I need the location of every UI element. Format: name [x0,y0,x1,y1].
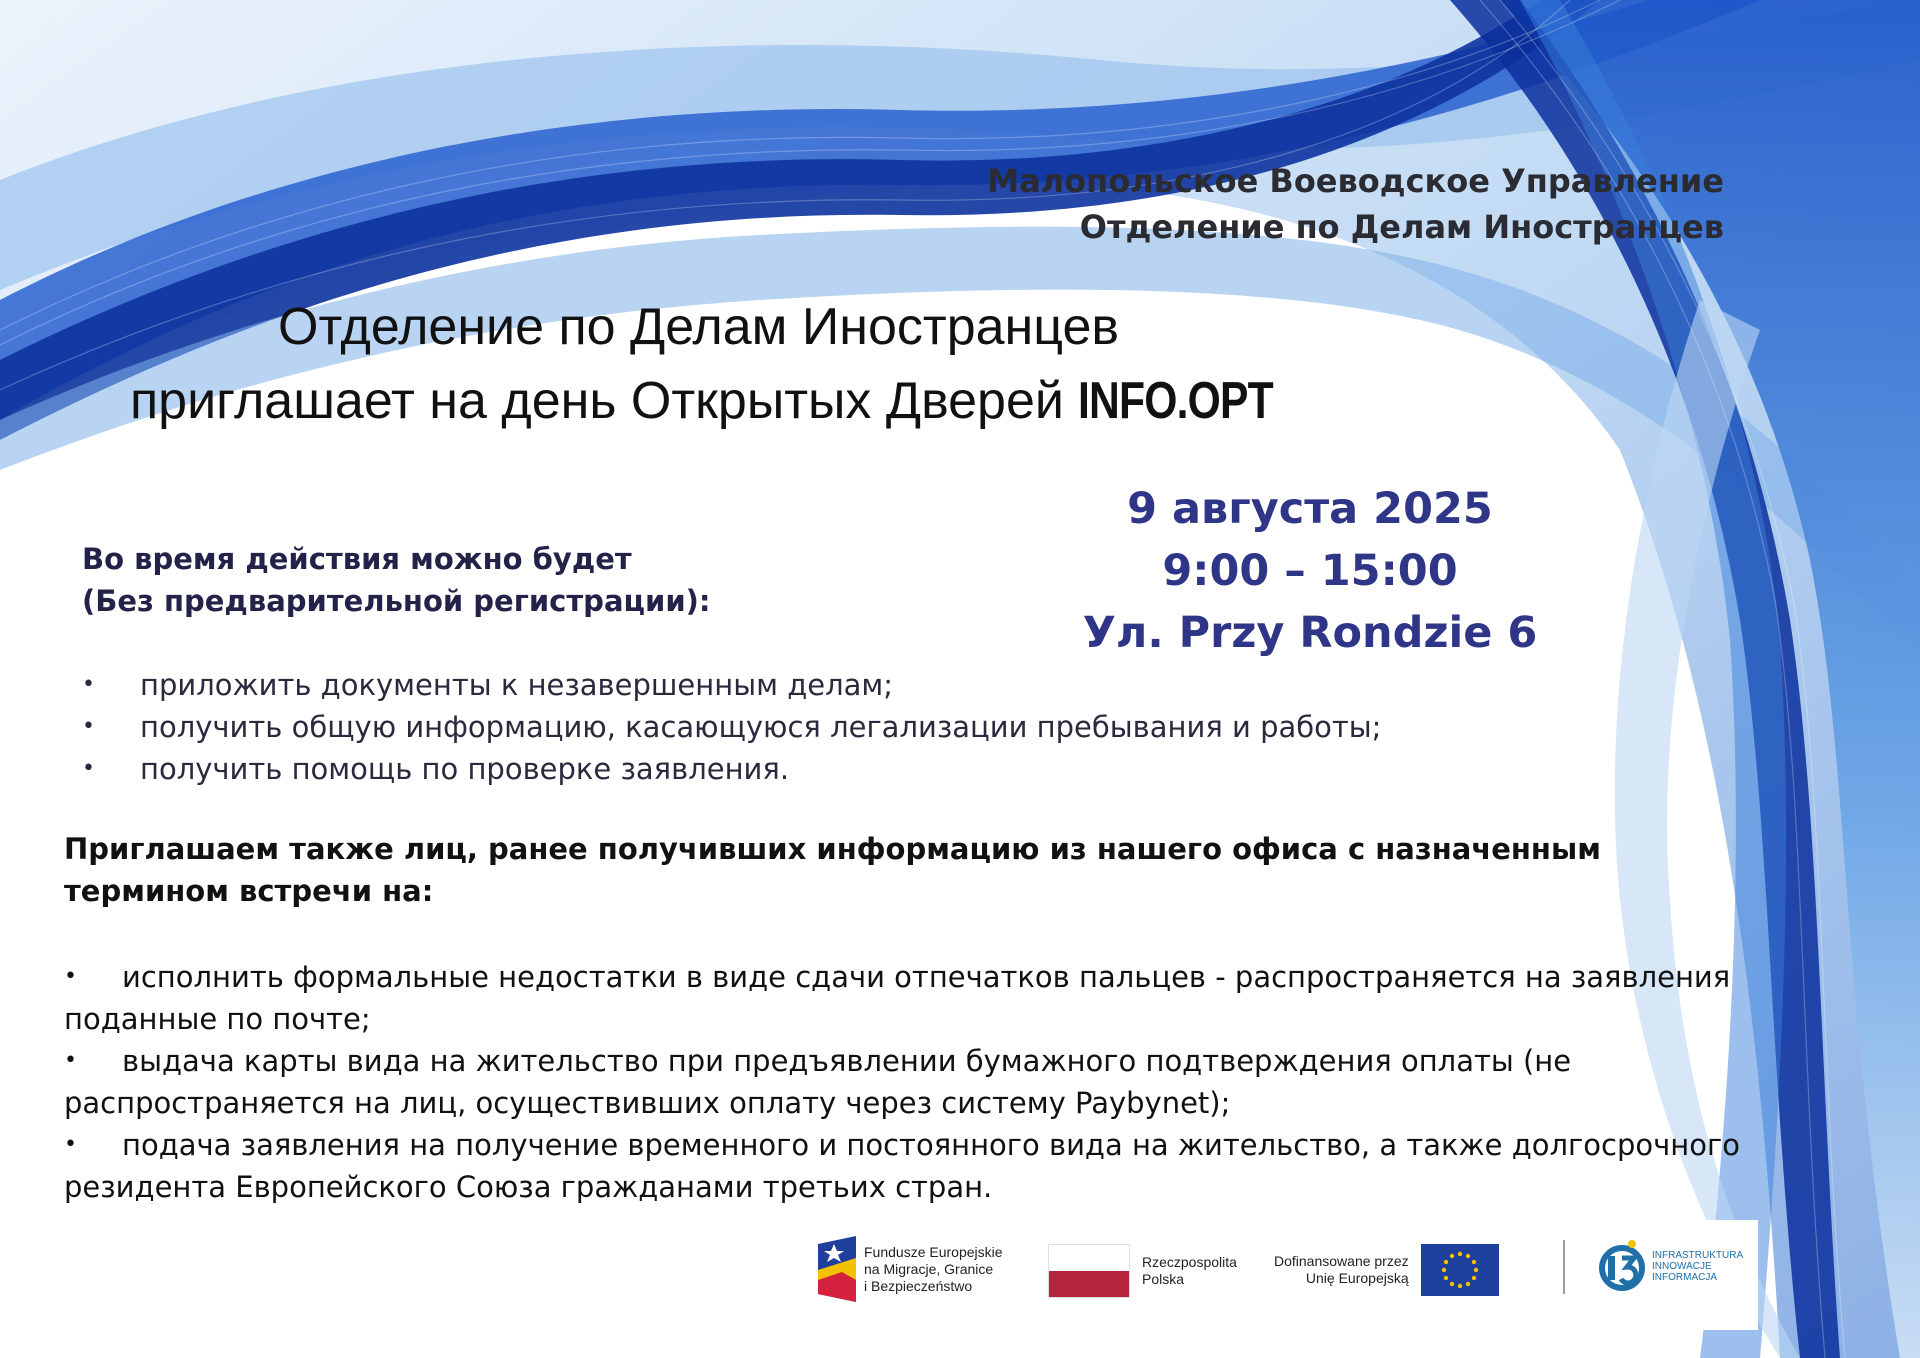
pl-logo-text [1142,1254,1237,1288]
list-item-text: выдача карты вида на жительство при предъявлении бумажного подтверждения оплаты (не распространяется на лиц, осуществивших оплату через систему Paybynet); [64,1044,1572,1120]
fe-logo-text [864,1244,1003,1295]
rzeczpospolita-polska-logo [1048,1244,1237,1298]
during-heading-line1: Во время действия можно будет [82,542,632,576]
list-item-text: получить общую информацию, касающуюся легализации пребывания и работы; [140,710,1382,744]
eu-flag-icon [1421,1244,1499,1296]
i3-infrastruktura-logo [1598,1238,1743,1294]
list-item [82,706,1482,748]
fundusze-europejskie-logo [818,1236,1003,1302]
main-title-line1: Отделение по Делам Иностранцев [278,298,1119,356]
eu-logo-line2: Unię Europejską [1305,1270,1409,1286]
list-item [82,664,1482,706]
list-item [64,1040,1744,1124]
list-item [82,748,1482,790]
office-header-line2: Отделение по Делам Иностранцев [1079,208,1724,246]
main-title-line2-text: приглашает на день Открытых Дверей [130,372,1064,430]
i3-logo-line2: INNOWACJE [1652,1260,1712,1272]
polish-flag-icon [1048,1244,1130,1298]
main-title-line2 [130,364,1380,438]
event-address: Ул. Przy Rondzie 6 [1082,608,1538,658]
list-item-text: получить помощь по проверке заявления. [140,752,790,786]
i3-logo-icon [1598,1238,1646,1294]
fe-logo-line3: i Bezpieczeństwo [864,1277,973,1294]
appointment-list [64,956,1744,1208]
fe-flag-icon [818,1236,856,1302]
list-item-text: приложить документы к незавершенным делам; [140,668,894,702]
event-time: 9:00 – 15:00 [1162,546,1458,596]
funding-logos-footer [808,1220,1758,1330]
list-item [64,956,1744,1040]
fe-logo-line2: na Migracje, Granice [864,1260,994,1277]
info-opt-brand: INFO.OPT [1078,372,1274,430]
logo-divider [1563,1240,1565,1294]
bullet: • [82,714,95,739]
eu-cofinanced-logo [1274,1244,1499,1296]
bullet: • [82,672,95,697]
i3-logo-line3: INFORMACJA [1652,1271,1717,1283]
pl-logo-line1: Rzeczpospolita [1142,1254,1237,1270]
main-title [130,290,1380,438]
bullet: • [64,1048,77,1073]
pl-logo-line2: Polska [1142,1271,1185,1287]
eu-logo-text [1274,1253,1409,1287]
office-header [824,158,1724,250]
during-heading-line2: (Без предварительной регистрации): [82,584,711,618]
during-event-heading [82,538,882,622]
list-item [64,1124,1744,1208]
event-info [1010,478,1610,664]
bullet: • [64,1132,77,1157]
list-item-text: подача заявления на получение временного и постоянного вида на жительство, а также долгосрочного резидента Европейского Союза гражданами третьих стран. [64,1128,1740,1204]
invite-paragraph: Приглашаем также лиц, ранее получивших информацию из нашего офиса с назначенным термином встречи на: [64,832,1601,908]
services-list [82,664,1482,790]
i3-logo-text [1652,1250,1743,1283]
office-header-line1: Малопольское Воеводское Управление [987,162,1724,200]
i3-logo-line1: INFRASTRUKTURA [1652,1249,1744,1261]
fe-logo-line1: Fundusze Europejskie [864,1243,1003,1260]
eu-logo-line1: Dofinansowane przez [1274,1253,1409,1269]
event-date: 9 августа 2025 [1127,484,1493,534]
bullet: • [82,756,95,781]
bullet: • [64,964,77,989]
list-item-text: исполнить формальные недостатки в виде сдачи отпечатков пальцев - распространяется на заявления поданные по почте; [64,960,1731,1036]
